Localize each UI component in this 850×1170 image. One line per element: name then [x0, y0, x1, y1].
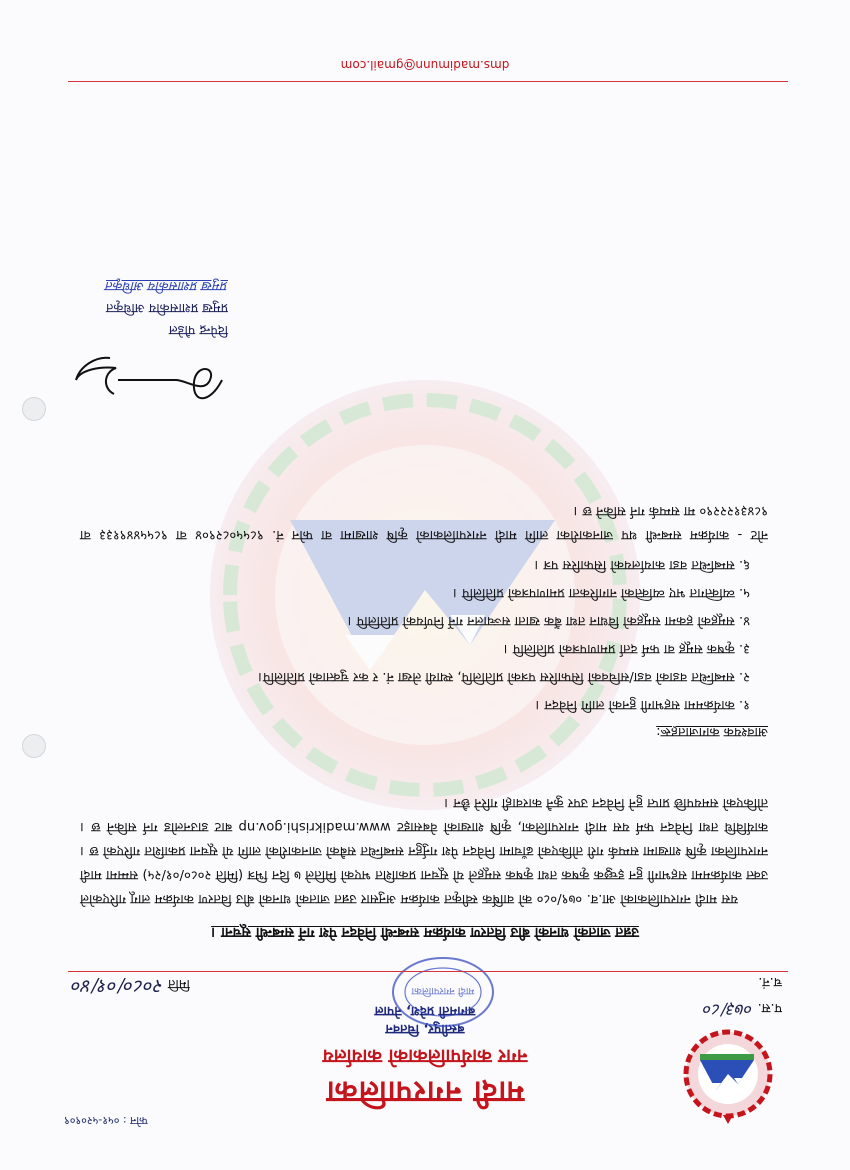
letter-subject — [0, 923, 850, 942]
seal-text: मादी नगरपालिका — [411, 985, 475, 996]
office-seal-stamp — [388, 952, 498, 1032]
date-label: मिति — [167, 976, 190, 991]
footer-email: dms.madimunn@gmail.com — [340, 58, 510, 72]
header-divider — [68, 971, 788, 972]
list-item: २. सम्बन्धित वडाको वडा/सचिवको सिफारिस पत्रको प्रतिलिपि, स्थायी लेखा नं. र कर चुक्ताको प्रतिलिपि। — [258, 669, 750, 684]
signatory-name: दिपेन्द्र पौडेल — [168, 322, 228, 337]
address-line-1: बस्तीपुर, चितवन — [385, 1021, 465, 1036]
subject-text: उन्नत जातको धानको बीउ वितरण कार्यक्रम सम्बन्धी निवेदन पेश गर्ने सम्बन्धी सूचना । — [211, 924, 639, 940]
list-item: ४. समूहको हकमा समूहको विधान तथा बैंक खाता सञ्चालन गर्ने निर्णयको प्रतिलिपि । — [347, 613, 750, 628]
chalani-number — [758, 974, 782, 992]
footer-divider — [68, 81, 788, 82]
phone-contact: फोन : ०५१-५२०९०९ — [64, 1114, 148, 1127]
reference-number — [703, 999, 782, 1022]
signatory-block — [28, 274, 228, 340]
chalani-label: च.नं. — [758, 974, 782, 989]
requirements-list — [80, 550, 750, 718]
office-subtitle: नगर कार्यपालिकाको कार्यालय — [322, 1045, 528, 1067]
address-line-2: बागमती प्रदेश, नेपाल — [374, 1003, 476, 1018]
reference-value: ०७३/८० — [703, 999, 754, 1019]
reference-label: प.स. — [757, 1000, 782, 1015]
signatory-position: प्रमुख प्रशासकीय अधिकृत — [105, 300, 228, 315]
list-item: ६. सम्बन्धित वडा कार्यालयको सिफारिस पत्र । — [534, 557, 750, 572]
municipality-title: मादी नगरपालिका — [325, 1074, 525, 1109]
date-value: २०८०/०१/४० — [72, 975, 164, 997]
list-item: १. कार्यक्रममा सहभागी हुनको लागि निवेदन । — [535, 697, 750, 712]
contact-note: नोट - कार्यक्रम सम्बन्धी थप जानकारीका लागि मादी नगरपालिकाको कृषि शाखामा वा फोन नं. ९८५५०८२९०४ वा ९८५५४४९१३३ वा ९८४३१२२२९० मा सम्पर्क गर्न सकिने छ । — [80, 503, 768, 542]
signatory-stamp: प्रमुख प्रशासकीय अधिकृत — [105, 278, 228, 293]
requirements-heading: आवश्यक कागजातहरू: — [656, 724, 768, 739]
letter-date — [72, 974, 190, 1000]
list-item: ५. व्यक्तिगत भए व्यक्तिको नागरिकता प्रमाणपत्रको प्रतिलिपि । — [452, 585, 750, 600]
letter-body: यस मादी नगरपालिकाको आ.व. ०७९/०८० को वार्षिक स्वीकृत कार्यक्रम अनुसार उन्नत जातको धानको बीउ वितरण कार्यक्रम लागू गरिएकोले उक्त कार्यक्रममा सहभागी हुन इच्छुक कृषक तथा कृषक समूहले यो सूचना प्रकाशित भएको मितिले ७ दिन भित्र (मिति २०८०/०१/२५) सम्ममा मादी नगरपालिका कृषि शाखामा सम्पर्क गरी तोकिएको ढाँचामा निवेदन पेश गर्नुहुन सम्बन्धित सबैको जानकारीको लागि यो सूचना प्रकाशित गरिएको छ । कार्यविधि तथा निवेदन फर्म यस मादी नगरपालिका, कृषि शाखाको वेबसाइट www.madikrishi.gov.np बाट डाउनलोड गर्न सकिने छ । तोकिएको समयपछि प्राप्त हुने निवेदन उपर कुनै कारवाही गरिने छैन । — [80, 795, 768, 906]
list-item: ३. कृषक समूह वा फर्म दर्ता प्रमाणपत्रको प्रतिलिपि । — [503, 641, 750, 656]
handwritten-signature — [70, 350, 230, 410]
